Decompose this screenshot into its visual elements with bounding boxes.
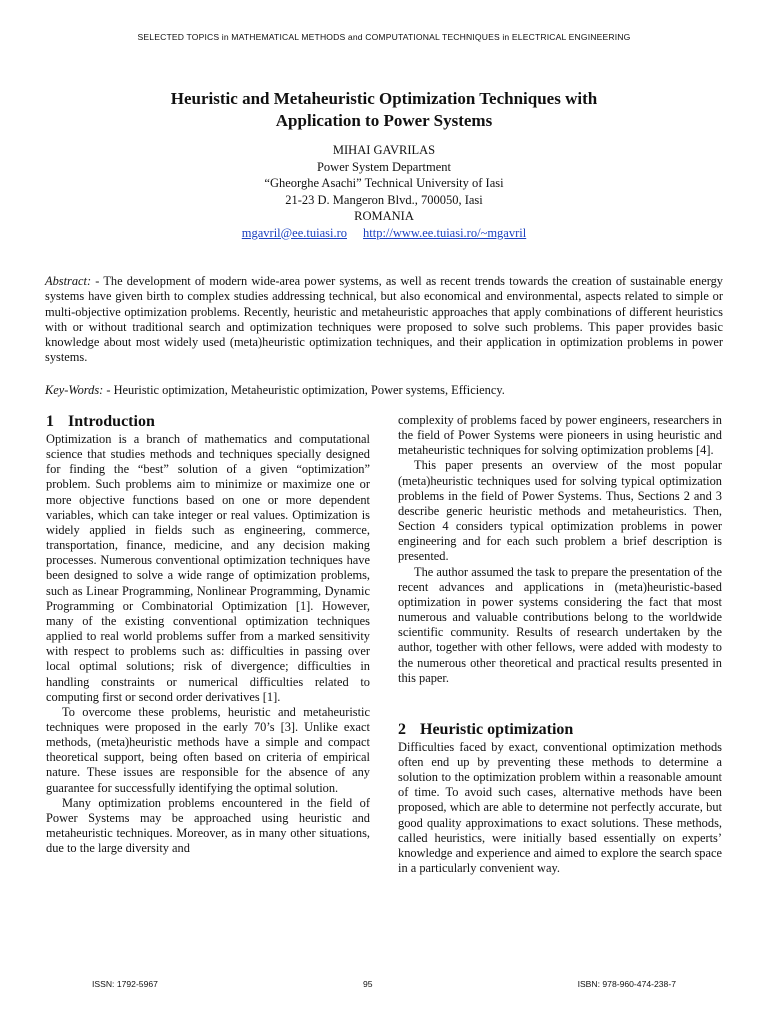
section-title: Introduction (68, 413, 155, 430)
section-number: 2 (398, 720, 406, 738)
email-link[interactable]: mgavril@ee.tuiasi.ro (241, 225, 347, 240)
footer-issn: ISSN: 1792-5967 (92, 979, 158, 989)
author-name: MIHAI GAVRILAS (332, 143, 436, 157)
paragraph: This paper presents an overview of the most popular (meta)heuristic techniques used for solving typical optimization problems in the field of Power Systems. Thus, Sections 2 and 3 describe generic heuristic methods and metaheuristics. Then, Section 4 considers typical optimization problems in power engineering and for each such problem a brief description is presented. (398, 458, 722, 564)
section-heading (398, 720, 722, 740)
running-header: SELECTED TOPICS in MATHEMATICAL METHODS and COMPUTATIONAL TECHNIQUES in ELECTRICAL ENGINEERING (137, 32, 631, 42)
section-number: 1 (46, 413, 54, 430)
right-column (398, 413, 722, 876)
abstract-text: - The development of modern wide-area power systems, as well as recent trends towards the creation of sustainable energy systems have given birth to complex studies addressing technical, but also economical and environmental, aspects related to simple or multi-objective optimization problems. Recently, heuristic and metaheuristic approaches that apply combinations of different heuristics with or without traditional search and optimization techniques were proposed to solve such problems. This paper provides basic knowledge about most widely used (meta)heuristic optimization techniques, and their application in optimization problems in power systems. (45, 274, 723, 365)
paper-title-line2: Application to Power Systems (275, 111, 493, 130)
paragraph: Many optimization problems encountered in the field of Power Systems may be approached using heuristic and metaheuristic techniques. Moreover, as in many other situations, due to the large diversity and (46, 795, 370, 856)
section-title: Heuristic optimization (420, 720, 574, 738)
author-block (60, 142, 708, 241)
abstract-label: Abstract: (45, 274, 92, 288)
author-address: 21-23 D. Mangeron Blvd., 700050, Iasi (285, 192, 483, 207)
keywords-text: - Heuristic optimization, Metaheuristic optimization, Power systems, Efficiency. (103, 383, 505, 397)
keywords-label: Key-Words: (45, 383, 104, 397)
title-block (60, 88, 708, 241)
paper-title (60, 88, 708, 132)
left-column (46, 412, 370, 856)
section-heading (46, 412, 370, 432)
keywords (45, 383, 723, 398)
paragraph-continued: complexity of problems faced by power engineers, researchers in the field of Power Systems were pioneers in using heuristic and metaheuristic techniques for solving optimization problems [4]. (398, 413, 722, 458)
page-footer (92, 979, 676, 989)
paragraph: Difficulties faced by exact, conventional optimization methods often end up by preventing these methods to determine a solution to the optimization problem within a reasonable amount of time. To avoid such cases, alternative methods have been proposed, which are able to determine not perfectly accurate, but good quality approximations to exact solutions. These methods, called heuristics, were initially based essentially on experts’ knowledge and experience and aimed to explore the search space in a particularly convenient way. (398, 739, 722, 876)
author-links (60, 225, 708, 242)
paragraph: Optimization is a branch of mathematics and computational science that studies methods and techniques specially designed for finding the “best” solution of a given “optimization” problem. Such problems aim to minimize or maximize one or more objective functions based on one or more dependent variables, which can take integer or real values. Optimization is widely applied in fields such as engineering, commerce, transportation, finance, medicine, and any decision making processes. Numerous conventional optimization techniques have been designed to solve a wide range of optimization problems, such as Linear Programming, Nonlinear Programming, Dynamic Programming or Combinatorial Optimization [1]. However, many of the existing conventional optimization techniques applied to real world problems suffer from a marked sensitivity with respect to problems such as: difficulties in passing over local optimal solutions; risk of divergence; difficulties in handling constraints or numerical difficulties related to computing first or second order derivatives [1]. (46, 432, 370, 704)
author-department: Power System Department (316, 159, 451, 174)
website-link[interactable]: http://www.ee.tuiasi.ro/~mgavril (363, 225, 527, 240)
author-country: ROMANIA (354, 209, 414, 223)
paper-title-line1: Heuristic and Metaheuristic Optimization Techniques with (170, 89, 598, 108)
author-university: “Gheorghe Asachi” Technical University of Iasi (264, 176, 504, 190)
paragraph: The author assumed the task to prepare the presentation of the recent advances and applications in (meta)heuristic-based optimization in power systems considering the fact that most numerous and valuable contributions belong to the worldwide scientific community. Results of research undertaken by the author, together with other fellows, were added with modesty to the numerous other theoretical and practical results presented in this paper. (398, 564, 722, 685)
paragraph: To overcome these problems, heuristic and metaheuristic techniques were proposed in the early 70’s [3]. Unlike exact methods, (meta)heuristic methods have a simple and compact theoretical support, being often based on criteria of empirical nature. These issues are responsible for the absence of any guarantee for successfully identifying the optimal solution. (46, 704, 370, 795)
abstract (45, 274, 723, 366)
footer-isbn: ISBN: 978-960-474-238-7 (577, 979, 676, 989)
footer-page-number: 95 (362, 979, 373, 989)
